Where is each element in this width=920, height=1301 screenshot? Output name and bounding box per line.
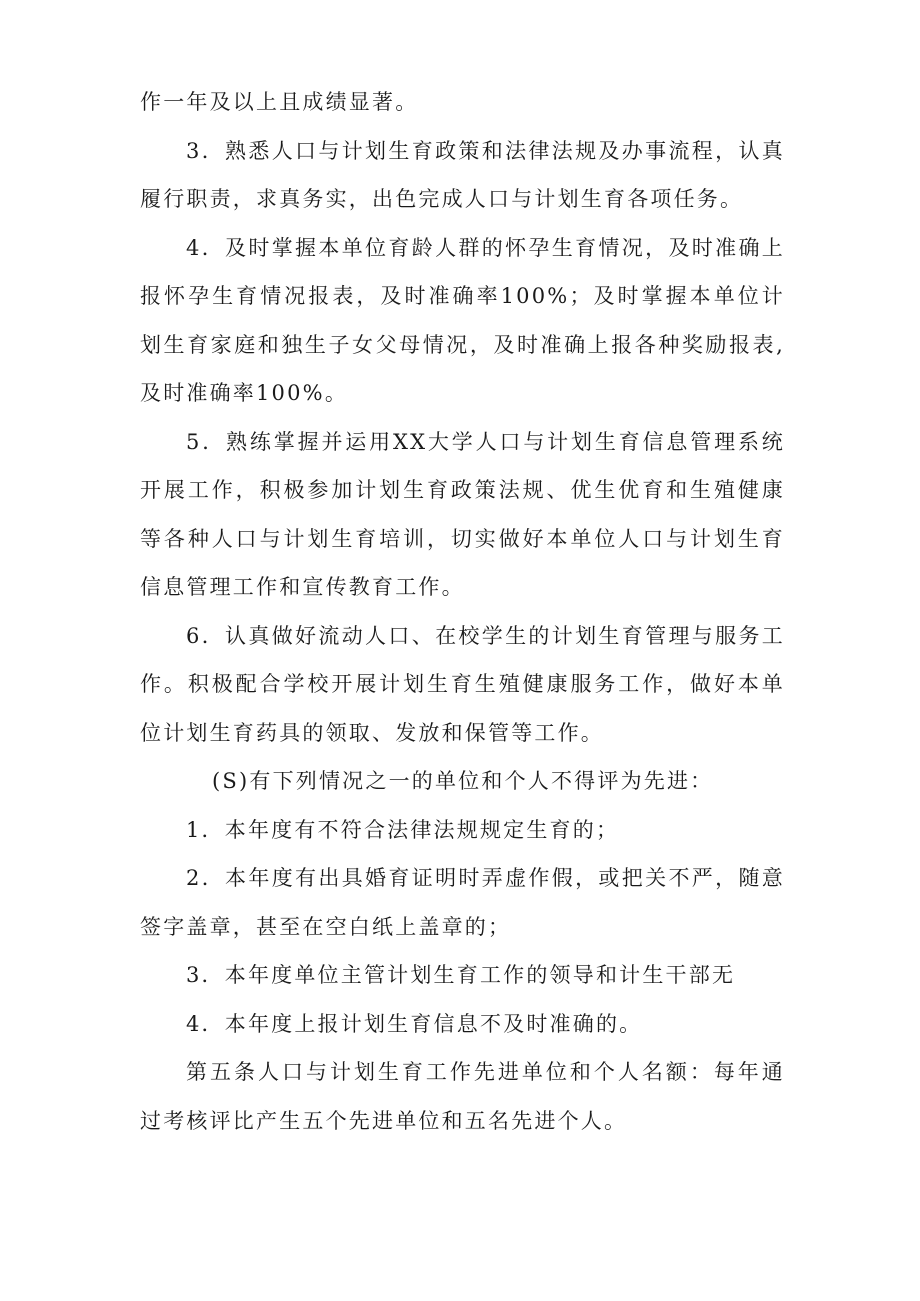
- exclusion-item-3: 3．本年度单位主管计划生育工作的领导和计生干部无: [186, 963, 736, 987]
- article-five: 第五条人口与计划生育工作先进单位和个人名额：每年通过考核评比产生五个先进单位和五名先进个人。: [140, 1060, 785, 1133]
- paragraph-item-4: 4．及时掌握本单位育龄人群的怀孕生育情况，及时准确上报怀孕生育情况报表，及时准确率100%；及时掌握本单位计划生育家庭和独生子女父母情况，及时准确上报各种奖励报表,及时准确率100%。: [140, 235, 785, 405]
- paragraph-item-3: 3．熟悉人口与计划生育政策和法律法规及办事流程，认真履行职责，求真务实，出色完成人口与计划生育各项任务。: [140, 138, 785, 211]
- exclusion-item-4: 4．本年度上报计划生育信息不及时准确的。: [186, 1011, 643, 1036]
- document-body: [140, 78, 785, 1145]
- paragraph-item-5: 5．熟练掌握并运用XX大学人口与计划生育信息管理系统开展工作，积极参加计划生育政策法规、优生优育和生殖健康等各种人口与计划生育培训，切实做好本单位人口与计划生育信息管理工作和宣传教育工作。: [140, 429, 785, 599]
- paragraph-continuation: 作一年及以上且成绩显著。: [140, 90, 419, 114]
- exclusion-item-2: 2．本年度有出具婚育证明时弄虚作假，或把关不严，随意签字盖章，甚至在空白纸上盖章的；: [140, 866, 785, 939]
- exclusion-item-1: 1．本年度有不符合法律法规规定生育的；: [186, 817, 620, 842]
- section-heading-exclusions: (S)有下列情况之一的单位和个人不得评为先进：: [212, 769, 714, 793]
- paragraph-item-6: 6．认真做好流动人口、在校学生的计划生育管理与服务工作。积极配合学校开展计划生育生殖健康服务工作，做好本单位计划生育药具的领取、发放和保管等工作。: [140, 623, 785, 745]
